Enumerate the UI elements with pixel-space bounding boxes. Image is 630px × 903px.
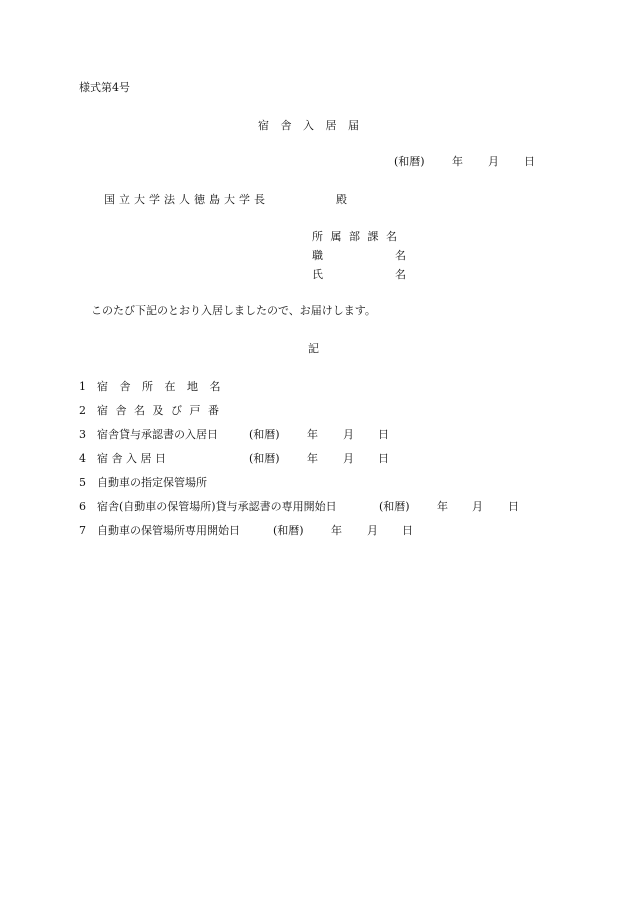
item-year: 年 xyxy=(307,452,318,465)
item-label: 宿 舎 所 在 地 名 xyxy=(97,380,225,393)
body-text: このたび下記のとおり入居しましたので、お届けします。 xyxy=(91,304,376,317)
item-era: (和暦) xyxy=(273,524,304,537)
item-era: (和暦) xyxy=(249,428,280,441)
item-number: 3 xyxy=(79,428,86,441)
item-era: (和暦) xyxy=(249,452,280,465)
item-era: (和暦) xyxy=(379,500,410,513)
item-number: 6 xyxy=(79,500,86,513)
item-month: 月 xyxy=(343,428,354,441)
item-number: 7 xyxy=(79,524,86,537)
item-label: 宿 舎 名 及 び 戸 番 xyxy=(97,404,221,417)
document-title: 宿 舎 入 居 届 xyxy=(258,119,363,132)
item-label: 宿 舎 入 居 日 xyxy=(97,452,166,465)
item-label: 宿舎貸与承認書の入居日 xyxy=(97,428,218,441)
item-month: 月 xyxy=(367,524,378,537)
item-number: 2 xyxy=(79,404,86,417)
item-year: 年 xyxy=(331,524,342,537)
date-day: 日 xyxy=(524,155,535,168)
date-year: 年 xyxy=(452,155,463,168)
item-year: 年 xyxy=(437,500,448,513)
date-era: (和暦) xyxy=(394,155,425,168)
position-label-first: 職 xyxy=(312,249,323,262)
department-label: 所 属 部 課 名 xyxy=(312,230,399,243)
item-day: 日 xyxy=(378,428,389,441)
item-label: 自動車の指定保管場所 xyxy=(97,476,207,489)
ki-heading: 記 xyxy=(308,342,319,355)
item-day: 日 xyxy=(378,452,389,465)
item-day: 日 xyxy=(402,524,413,537)
item-label: 自動車の保管場所専用開始日 xyxy=(97,524,240,537)
name-label-last: 名 xyxy=(395,268,406,281)
item-day: 日 xyxy=(508,500,519,513)
form-number: 様式第4号 xyxy=(79,81,130,94)
addressee-name: 国立大学法人徳島大学長 xyxy=(104,193,269,206)
item-number: 4 xyxy=(79,452,86,465)
position-label-last: 名 xyxy=(395,249,406,262)
name-label-first: 氏 xyxy=(312,268,323,281)
item-month: 月 xyxy=(343,452,354,465)
date-month: 月 xyxy=(488,155,499,168)
item-label: 宿舎(自動車の保管場所)貸与承認書の専用開始日 xyxy=(97,500,337,513)
item-number: 5 xyxy=(79,476,86,489)
item-year: 年 xyxy=(307,428,318,441)
addressee-honorific: 殿 xyxy=(336,193,347,206)
item-number: 1 xyxy=(79,380,86,393)
item-month: 月 xyxy=(472,500,483,513)
